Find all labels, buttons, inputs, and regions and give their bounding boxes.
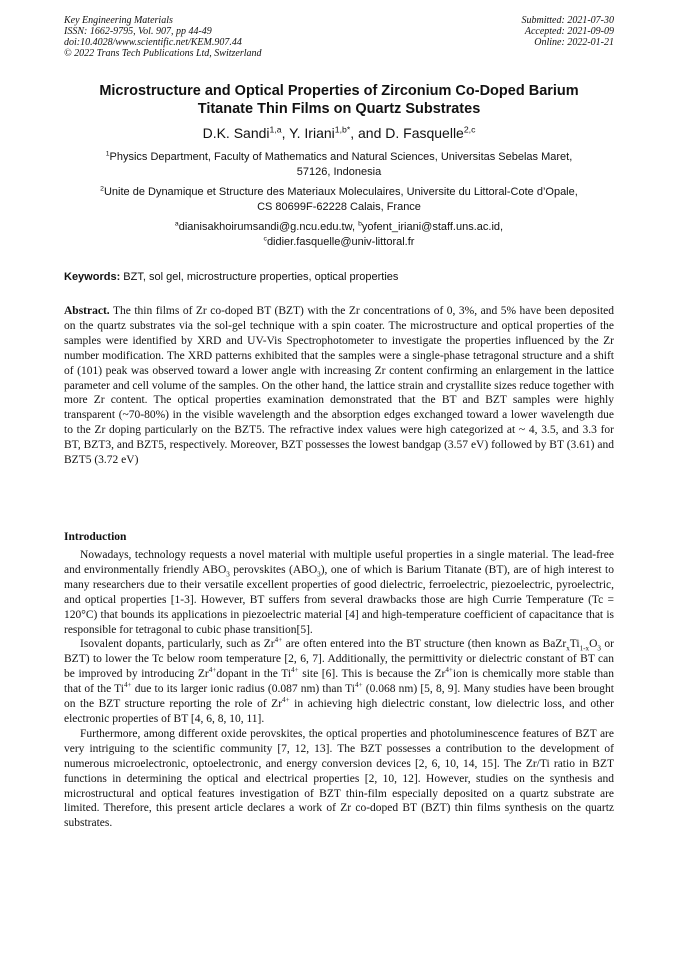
paper-title (64, 82, 614, 118)
online-date: Online: 2022-01-21 (534, 37, 614, 48)
text-run: O (589, 638, 598, 651)
subscript: 3 (597, 644, 601, 653)
abstract (64, 304, 614, 468)
publication-dates (522, 15, 615, 48)
email-b-link[interactable]: yofent_iriani@staff.uns.ac.id (361, 221, 501, 233)
email-b-marker: b (358, 220, 362, 228)
subscript: 1-x (579, 644, 590, 653)
author-separator: , (281, 125, 290, 141)
superscript: 4+ (445, 666, 453, 675)
intro-paragraph-2 (64, 637, 614, 726)
email-c-link[interactable]: didier.fasquelle@univ-littoral.fr (266, 235, 415, 248)
affiliation-2-line-2: CS 80699F-62228 Calais, France (257, 200, 421, 213)
abstract-text: The thin films of Zr co-doped BT (BZT) with the Zr concentrations of 0, 3%, and 5% have been deposited on the quartz substrates via the sol-gel technique with a spin coater. The microstructure and optical properties of the samples were identified by XRD and UV-Vis Spectrophotometer to investigate the properties influenced by the Zr number modification. The XRD patterns exhibited that the samples were a single-phase tetragonal structure and a shift of (101) peak was observed toward a lower angle with increasing Zr content confirming an enlargement in the lattice parameter and cell volume of the samples. On the other hand, the lattice strain and crystallite sizes reduce together with more Zr content. The optical properties examination demonstrated that the BT and BZT samples were highly transparent (~70-80%) in the visible wavelength and the absorption edges exchanged toward a lower wavelength due to the Zr doping particularly on the BZT5. The refractive index values were high categorized at ~ 4, 3.5, and 3.3 for BT, BZT3, and BZT5, respectively. Moreover, BZT possesses the lowest bandgap (3.57 eV) followed by BT (3.61) and BZT5 (3.72 eV) (64, 305, 614, 467)
text-run: due to its larger ionic radius (0.087 nm) than Ti (131, 683, 355, 696)
text-run: Isovalent dopants, particularly, such as Zr (80, 638, 275, 651)
journal-name: Key Engineering Materials (64, 15, 173, 26)
superscript: 4+ (355, 681, 363, 690)
author-list (64, 124, 614, 142)
author-2: Y. Iriani (289, 125, 335, 141)
superscript: 4+ (274, 636, 283, 645)
subscript: x (566, 644, 570, 653)
keywords-text: BZT, sol gel, microstructure properties, optical properties (120, 271, 399, 283)
email-a-marker: a (174, 220, 179, 228)
author-1-affil: 1,a (269, 124, 282, 135)
journal-copyright: © 2022 Trans Tech Publications Ltd, Switzerland (64, 48, 262, 59)
superscript: 4+ (123, 681, 132, 690)
text-run: ion is chemically more stable than that of the Ti (64, 668, 614, 696)
affiliation-2-line-1: Unite de Dynamique et Structure des Materiaux Moleculaires, Universite du Littoral-Cote d’Opale, (103, 186, 578, 198)
title-line-2: Titanate Thin Films on Quartz Substrates (197, 101, 481, 117)
affiliation-2 (64, 185, 614, 214)
text-run: dopant in the Ti (216, 668, 292, 681)
journal-issn: ISSN: 1662-9795, Vol. 907, pp 44-49 (64, 26, 212, 37)
text-run: are often entered into the BT structure (then known as BaZr (282, 638, 567, 651)
intro-paragraph-1 (64, 548, 614, 637)
text-run: ), one of which is Barium Titanate (BT), are of high interest to many researchers due to their versatile excellent properties of good dielectric, ferroelectric, piezoelectric, pyroelectric, and optical properties [1-3]. However, BT suffers from several drawbacks those are high Currie Temperature (Tc = 120°C) that bounds its applications in piezoelectric material [4] and high-temperature coefficient of capacitance that is responsible for tetragonal to cubic phase transition[5]. (64, 563, 614, 636)
keywords-label: Keywords: (64, 271, 121, 283)
author-1: D.K. Sandi (202, 125, 270, 141)
author-emails (64, 220, 614, 249)
submitted-date: Submitted: 2021-07-30 (521, 15, 614, 26)
superscript: 4+ (291, 666, 299, 675)
text-run: or BZT) to lower the Tc below room temperature [2, 6, 7]. Additionally, the permittivity or dielectric constant of BT can be improved by introducing Zr (64, 638, 614, 681)
superscript: 4+ (282, 696, 290, 705)
journal-info (64, 15, 262, 59)
author-3-affil: 2,c (463, 124, 476, 135)
author-separator: , and (350, 125, 386, 141)
affiliation-1-marker: 1 (105, 150, 110, 158)
title-line-1: Microstructure and Optical Properties of Zirconium Co-Doped Barium (99, 83, 579, 99)
author-2-affil: 1,b* (334, 124, 351, 135)
intro-paragraph-3: Furthermore, among different oxide perovskites, the optical properties and photoluminescence features of BZT are very intriguing to the scientific community [7, 12, 13]. The BZT possesses a contribution to the development of numerous microelectronic, optoelectronic, and energy conversion devices [2, 6, 10, 14, 15]. The Zr/Ti ratio in BZT functions in determining the optical and electrical properties [2, 10, 12]. However, studies on the synthesis and microstructural and optical features investigation of BZT thin-film especially deposited on a quartz substrate are limited. Therefore, this present article declares a work of Zr co-doped BT (BZT) thin films synthesis on the quartz substrates. (64, 727, 614, 830)
email-separator: , (500, 221, 504, 233)
journal-doi: doi:10.4028/www.scientific.net/KEM.907.44 (64, 37, 242, 48)
email-c-marker: c (263, 234, 267, 242)
text-run: perovskites (ABO (229, 563, 318, 576)
author-3: D. Fasquelle (385, 125, 464, 141)
text-run: site [6]. This is because the Zr (298, 668, 446, 681)
superscript: 4+ (208, 666, 217, 675)
abstract-label: Abstract. (64, 305, 110, 317)
affiliation-1-line-2: 57126, Indonesia (296, 165, 382, 178)
subscript: 3 (226, 570, 230, 579)
affiliation-1 (64, 150, 614, 179)
affiliation-2-marker: 2 (100, 185, 104, 193)
section-heading-introduction: Introduction (64, 531, 127, 543)
email-separator: , (351, 221, 359, 233)
keywords (64, 270, 614, 284)
accepted-date: Accepted: 2021-09-09 (524, 26, 614, 37)
subscript: 3 (317, 570, 321, 579)
text-run: Ti (569, 638, 580, 651)
affiliation-1-line-1: Physics Department, Faculty of Mathematics and Natural Sciences, Universitas Sebelas Maret, (109, 151, 573, 163)
introduction-body (64, 548, 614, 831)
text-run: in achieving high dielectric constant, low dielectric loss, and other electronic properties of BT [4, 6, 8, 10, 11]. (64, 698, 614, 725)
text-run: Nowadays, technology requests a novel material with multiple useful properties in a single material. The lead-free and environmentally friendly ABO (64, 549, 614, 576)
email-a-link[interactable]: dianisakhoirumsandi@g.ncu.edu.tw (178, 221, 352, 233)
text-run: (0.068 nm) [5, 8, 9]. Many studies have been brought on the BZT structure reporting the role of Zr (64, 683, 614, 711)
